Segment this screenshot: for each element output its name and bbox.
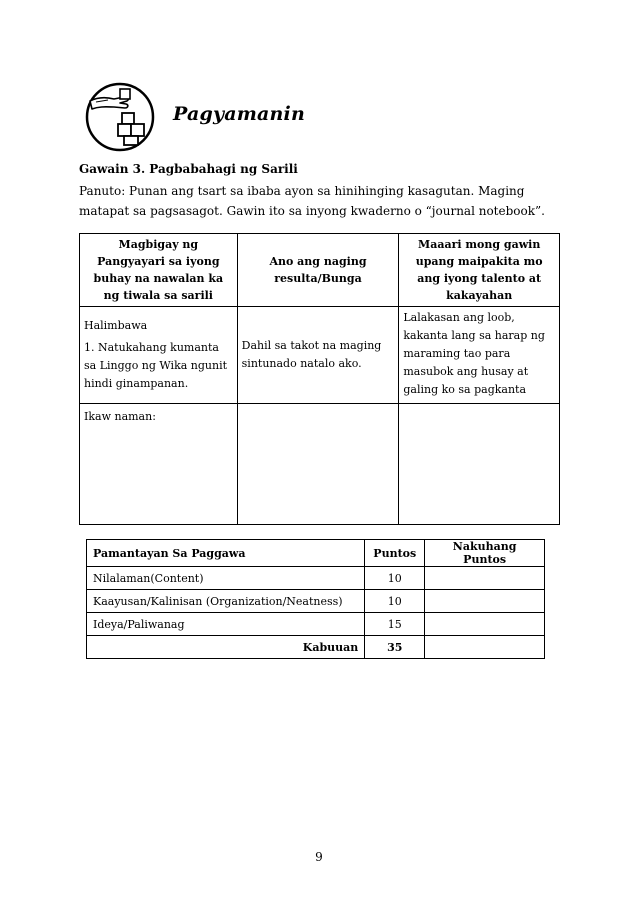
rubric-points: 15	[365, 613, 425, 636]
rubric-row	[87, 613, 545, 636]
example-label: Halimbawa	[84, 319, 148, 332]
section-title: Pagyamanin	[173, 103, 305, 125]
example-action: Lalakasan ang loob, kakanta lang sa harap ng maraming tao para masubok ang husay at galing ko sa pagkanta	[399, 307, 560, 404]
rubric-total-earned-cell[interactable]	[425, 636, 545, 659]
rubric-criterion: Ideya/Paliwanag	[87, 613, 365, 636]
rubric-points: 10	[365, 590, 425, 613]
your-turn-row	[80, 404, 560, 525]
rubric-table	[86, 539, 545, 659]
activity-chart	[79, 233, 560, 525]
rubric-row	[87, 567, 545, 590]
header-action: Maaari mong gawin upang maipakita mo ang iyong talento at kakayahan	[399, 234, 560, 307]
rubric-earned-cell[interactable]	[425, 613, 545, 636]
instructions-text: Panuto: Punan ang tsart sa ibaba ayon sa hinihinging kasagutan. Maging matapat sa pagsasagot. Gawin ito sa inyong kwaderno o “journal notebook”.	[79, 184, 545, 218]
rubric-total-label: Kabuuan	[87, 636, 365, 659]
rubric-earned-cell[interactable]	[425, 567, 545, 590]
header-result: Ano ang naging resulta/Bunga	[237, 234, 399, 307]
example-event: 1. Natukahang kumanta sa Linggo ng Wika ngunit hindi ginampanan.	[84, 341, 228, 390]
rubric-header-earned: Nakuhang Puntos	[425, 540, 545, 567]
rubric-row	[87, 590, 545, 613]
hand-stacking-blocks-icon	[84, 81, 156, 153]
activity-header-row	[80, 234, 560, 307]
rubric-criterion: Kaayusan/Kalinisan (Organization/Neatness)	[87, 590, 365, 613]
your-turn-label: Ikaw naman:	[80, 404, 238, 525]
activity-title: Gawain 3. Pagbabahagi ng Sarili	[79, 162, 298, 176]
rubric-header-criteria: Pamantayan Sa Paggawa	[87, 540, 365, 567]
example-result: Dahil sa takot na maging sintunado natalo ako.	[237, 307, 399, 404]
your-turn-result-cell[interactable]	[237, 404, 399, 525]
example-row	[80, 307, 560, 404]
rubric-points: 10	[365, 567, 425, 590]
your-turn-action-cell[interactable]	[399, 404, 560, 525]
rubric-total-points: 35	[365, 636, 425, 659]
rubric-total-row	[87, 636, 545, 659]
page-number: 9	[315, 850, 323, 864]
header-event: Magbigay ng Pangyayari sa iyong buhay na nawalan ka ng tiwala sa sarili	[80, 234, 238, 307]
rubric-header-points: Puntos	[365, 540, 425, 567]
rubric-criterion: Nilalaman(Content)	[87, 567, 365, 590]
example-event-cell	[80, 307, 238, 404]
rubric-header-row	[87, 540, 545, 567]
rubric-earned-cell[interactable]	[425, 590, 545, 613]
